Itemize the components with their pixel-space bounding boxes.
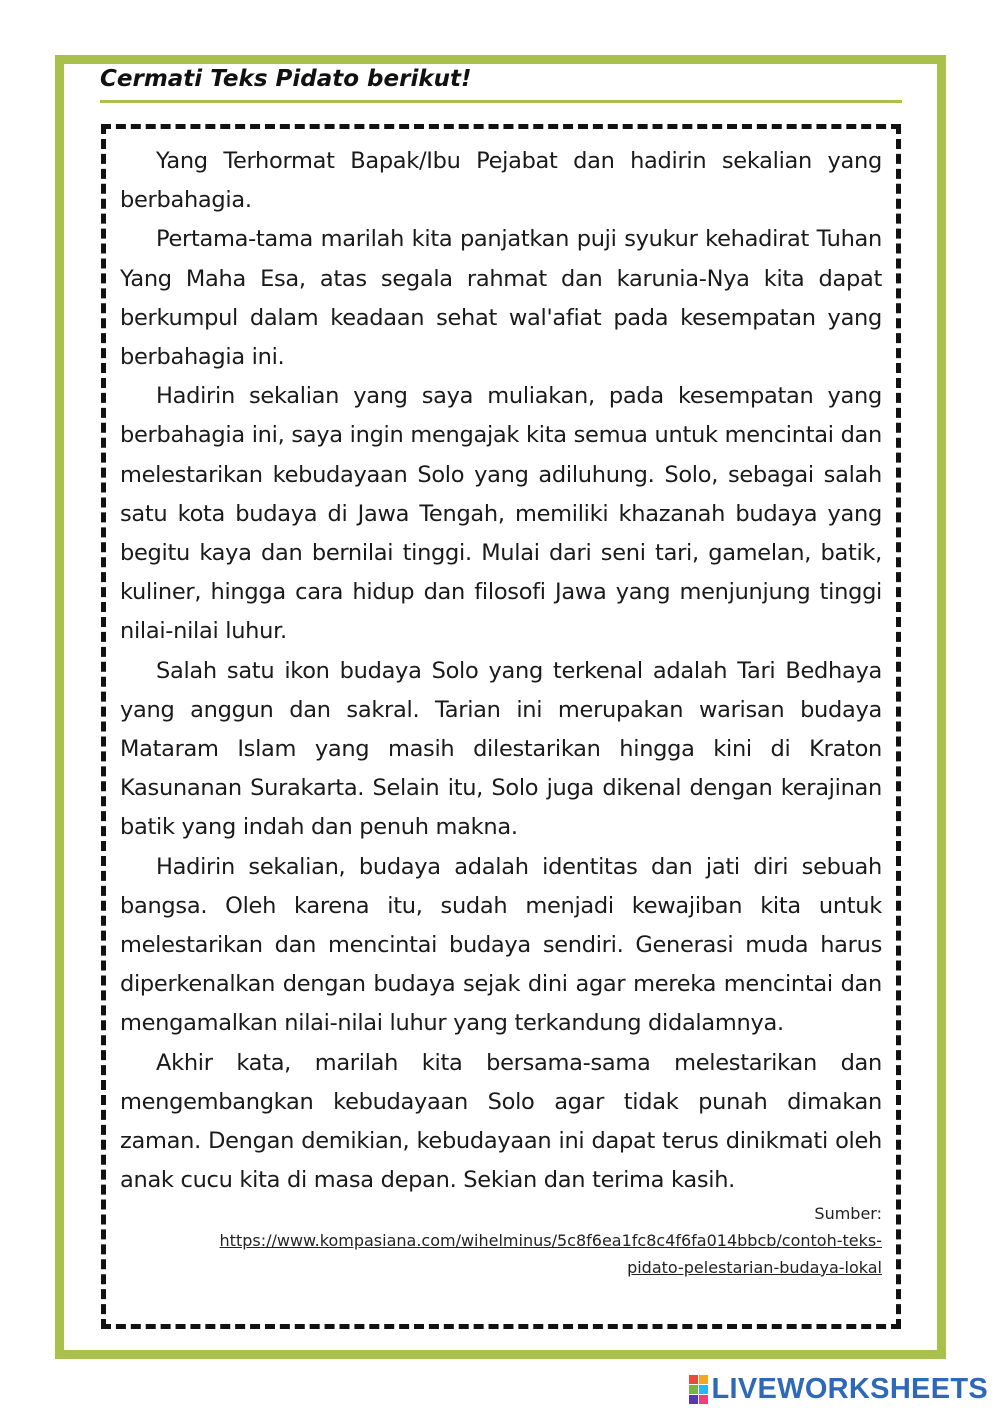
page-title: Cermati Teks Pidato berikut! [100,66,472,92]
logo-square [689,1395,698,1404]
speech-paragraph: Akhir kata, marilah kita bersama-sama melestarikan dan mengembangkan kebudayaan Solo agar tidak punah dimakan zaman. Dengan demikian, kebudayaan ini dapat terus dinikmati oleh anak cucu kita di masa depan. Sekian dan terima kasih. [120,1049,882,1194]
logo-square [689,1385,698,1394]
liveworksheets-logo-icon [689,1375,708,1404]
source-link[interactable]: https://www.kompasiana.com/wihelminus/5c8f6ea1fc8c4f6fa014bbcb/contoh-teks-pidato-pelestarian-budaya-lokal [219,1231,882,1277]
speech-paragraph: Salah satu ikon budaya Solo yang terkenal adalah Tari Bedhaya yang anggun dan sakral. Tarian ini merupakan warisan budaya Mataram Islam yang masih dilestarikan hingga kini di Kraton Kasunanan Surakarta. Selain itu, Solo juga dikenal dengan kerajinan batik yang indah dan penuh makna. [120,657,882,841]
logo-square [699,1385,708,1394]
logo-square [699,1375,708,1384]
liveworksheets-brand [689,1373,989,1406]
speech-paragraph: Pertama-tama marilah kita panjatkan puji syukur kehadirat Tuhan Yang Maha Esa, atas segala rahmat dan karunia-Nya kita dapat berkumpul dalam keadaan sehat wal'afiat pada kesempatan yang berbahagia ini. [120,226,882,371]
source-citation [182,1200,882,1281]
logo-square [699,1395,708,1404]
brand-name: LIVEWORKSHEETS [711,1373,988,1405]
title-underline [100,100,902,103]
speech-paragraph: Hadirin sekalian, budaya adalah identitas dan jati diri sebuah bangsa. Oleh karena itu, sudah menjadi kewajiban kita untuk melestarikan dan mencintai budaya sendiri. Generasi muda harus diperkenalkan dengan budaya sejak dini agar mereka mencintai dan mengamalkan nilai-nilai luhur yang terkandung didalamnya. [120,853,882,1037]
logo-square [689,1375,698,1384]
speech-paragraph: Yang Terhormat Bapak/Ibu Pejabat dan hadirin sekalian yang berbahagia. [120,148,882,214]
source-label: Sumber: [814,1204,882,1223]
speech-paragraph: Hadirin sekalian yang saya muliakan, pada kesempatan yang berbahagia ini, saya ingin mengajak kita semua untuk mencintai dan melestarikan kebudayaan Solo yang adiluhung. Solo, sebagai salah satu kota budaya di Jawa Tengah, memiliki khazanah budaya yang begitu kaya dan bernilai tinggi. Mulai dari seni tari, gamelan, batik, kuliner, hingga cara hidup dan filosofi Jawa yang menjunjung tinggi nilai-nilai luhur. [120,383,882,645]
speech-text [120,142,882,1200]
